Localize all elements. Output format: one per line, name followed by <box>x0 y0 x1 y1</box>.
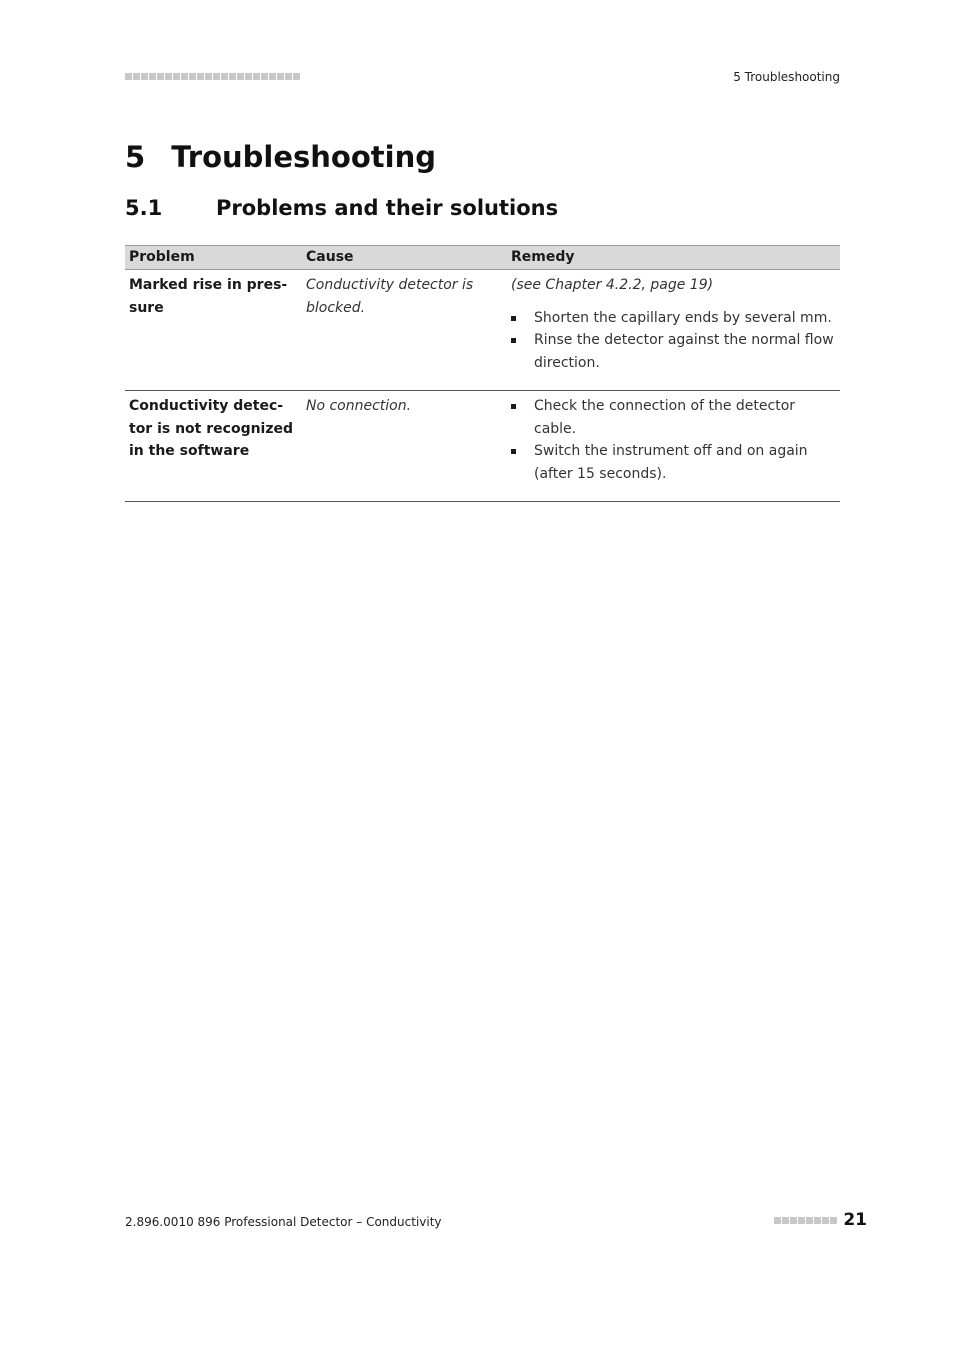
remedy-list <box>511 395 836 485</box>
list-item <box>511 329 836 374</box>
chapter-number: 5 <box>125 140 146 174</box>
troubleshooting-table <box>125 245 840 502</box>
header-decoration <box>125 73 300 80</box>
footer-decoration <box>774 1217 837 1224</box>
footer-page <box>774 1210 867 1230</box>
chapter-title-text: Troubleshooting <box>171 140 436 174</box>
header-cause: Cause <box>302 246 507 270</box>
remedy-list <box>511 307 836 375</box>
table-header-row <box>125 246 840 270</box>
square-bullet-icon <box>511 316 516 321</box>
cell-problem <box>125 391 302 502</box>
cause-text: Conductivity detector is blocked. <box>306 277 474 316</box>
cell-remedy <box>507 270 840 391</box>
remedy-text: Rinse the detector against the normal flow direction. <box>534 332 834 371</box>
footer-document: 2.896.0010 896 Professional Detector – Conductivity <box>125 1215 442 1229</box>
remedy-text: Check the connection of the detector cable. <box>534 398 796 437</box>
list-item <box>511 395 836 440</box>
problem-text: Conductivity detec- tor is not recognized in the software <box>129 398 294 459</box>
remedy-text: Shorten the capillary ends by several mm. <box>534 309 832 326</box>
square-bullet-icon <box>511 404 516 409</box>
header-remedy: Remedy <box>507 246 840 270</box>
list-item <box>511 307 836 330</box>
page-number: 21 <box>843 1210 867 1230</box>
table-row <box>125 391 840 502</box>
header-problem: Problem <box>125 246 302 270</box>
section-title <box>125 196 558 220</box>
cell-cause <box>302 391 507 502</box>
remedy-text: Switch the instrument off and on again (after 15 seconds). <box>534 443 808 482</box>
section-title-text: Problems and their solutions <box>216 196 559 220</box>
remedy-reference: (see Chapter 4.2.2, page 19) <box>511 277 714 293</box>
section-number: 5.1 <box>125 196 163 220</box>
running-header: 5 Troubleshooting <box>733 70 840 84</box>
table-row <box>125 270 840 391</box>
square-bullet-icon <box>511 338 516 343</box>
list-item <box>511 440 836 485</box>
cell-cause <box>302 270 507 391</box>
cell-problem <box>125 270 302 391</box>
problem-text: Marked rise in pres- sure <box>129 277 288 316</box>
square-bullet-icon <box>511 449 516 454</box>
cell-remedy <box>507 391 840 502</box>
cause-text: No connection. <box>306 398 412 414</box>
chapter-title <box>125 140 436 174</box>
